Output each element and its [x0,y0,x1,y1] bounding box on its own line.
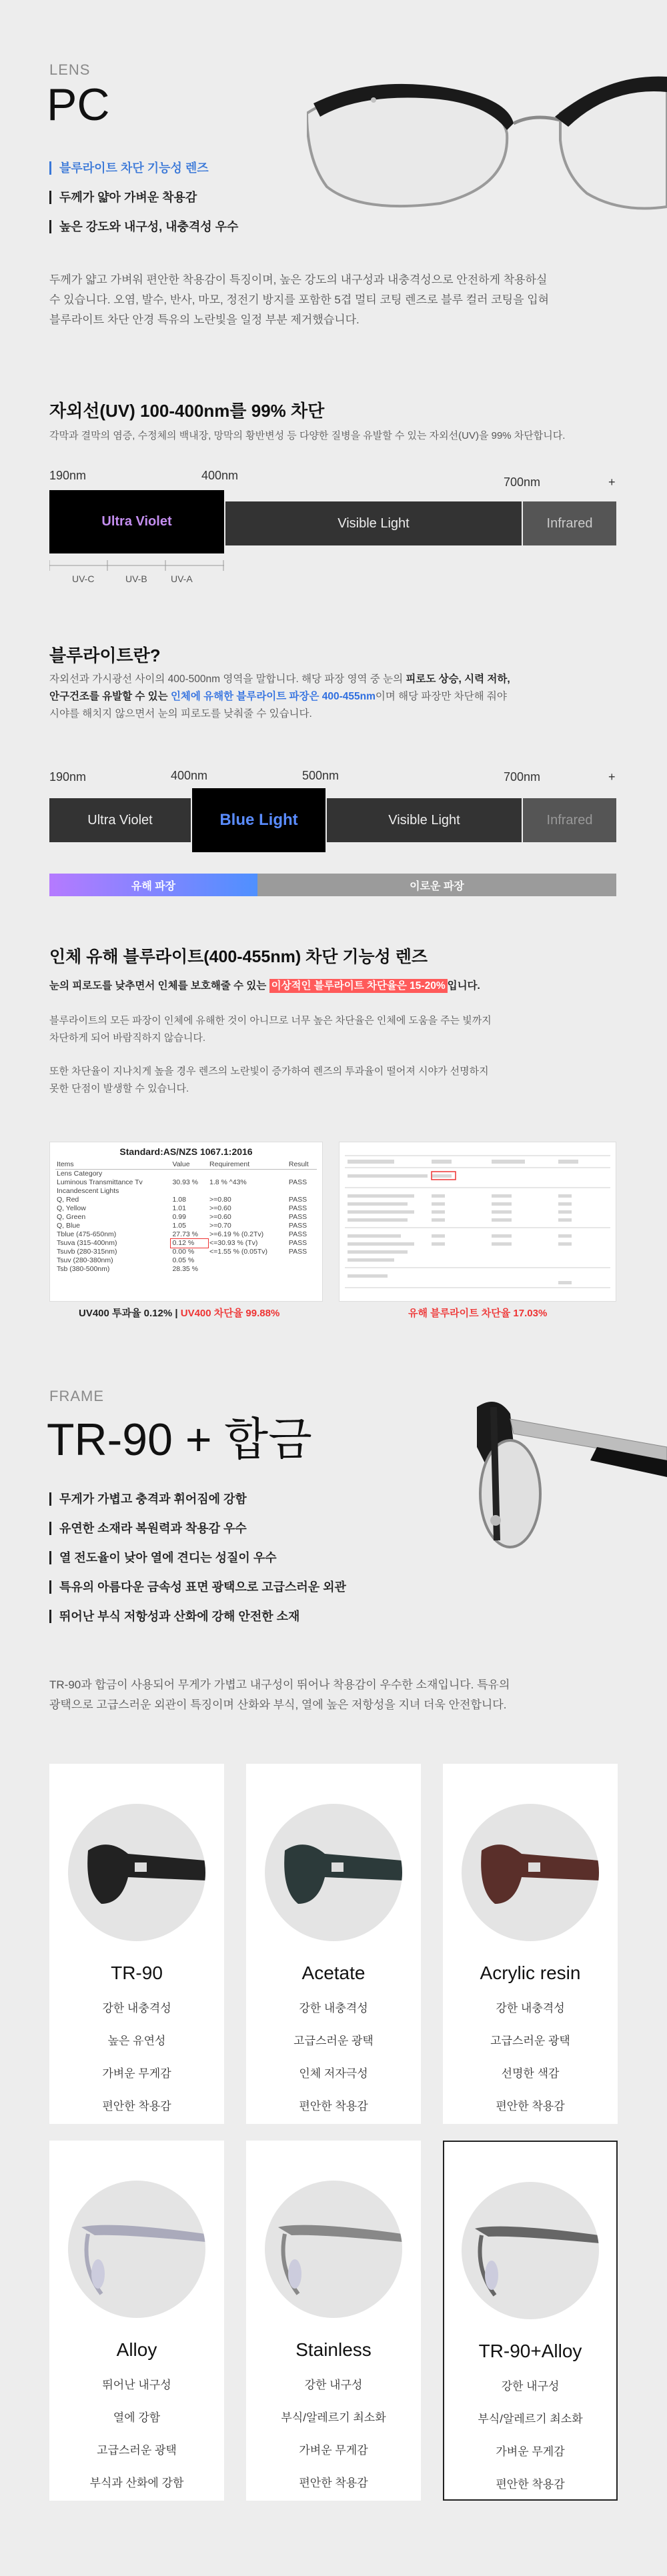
material-photo [462,2182,599,2319]
bl-beneficial-bar [257,874,616,896]
report-cell: 1.08 [172,1196,186,1204]
bluelight-desc-2a: 안구건조를 유발할 수 있는 [49,691,171,702]
bl-scale-700: 700nm [504,770,541,784]
uv-band-visible [225,501,522,545]
test-report-right-lines [345,1148,610,1294]
report-cell [208,1170,287,1179]
frame-desc-line-2: 광택으로 고급스러운 외관이 특징이며 산화와 부식, 열에 높은 저항성을 지녀 더욱 안전합니다. [49,1698,507,1711]
bl-band-infrared [523,798,616,842]
material-trait: 편안한 착용감 [299,2100,368,2113]
frame-title: TR-90 + 합금 [47,1414,312,1465]
frame-feature-2: 유연한 소재라 복원력과 착용감 우수 [49,1522,346,1535]
material-name: Acetate [301,1963,366,1983]
caption-left [79,1306,279,1320]
report-cell [287,1265,317,1274]
report-cell [208,1265,287,1274]
bluelight-desc-1b: 피로도 상승, 시력 저하, [406,674,510,685]
report-row [55,1222,317,1230]
material-photo [462,1804,599,1941]
report-cell: PASS [288,1178,307,1186]
bluelight-desc-line-3: 시야를 해치지 않으면서 눈의 피로도를 낮춰줄 수 있습니다. [49,708,312,720]
bl-beneficial-label: 이로운 파장 [410,880,464,892]
report-cell [171,1187,208,1196]
material-card-3[interactable] [49,2141,224,2501]
report-row [55,1170,317,1179]
function-sub-a: 눈의 피로도를 낮추면서 인체를 보호해줄 수 있는 [49,980,269,992]
report-cell: 27.73 % [172,1230,198,1238]
report-cell: Q, Green [57,1213,86,1221]
report-cell: 1.05 [172,1222,186,1230]
material-trait: 강한 내구성 [501,2380,560,2393]
bluelight-desc-2c: 이며 해당 파장만 차단해 줘야 [375,691,507,702]
report-row [55,1265,317,1274]
material-trait: 뛰어난 내구성 [102,2379,171,2391]
report-cell [208,1256,287,1265]
material-photo [265,2181,402,2318]
bluelight-desc-1a: 자외선과 가시광선 사이의 400-500nm 영역을 말합니다. 해당 파장 영역 중 눈의 [49,674,406,685]
report-cell: PASS [288,1230,307,1238]
uv-scale-400: 400nm [201,469,239,482]
report-header-cell: Value [171,1160,208,1170]
material-trait: 인체 저자극성 [299,2067,368,2080]
frame-desc-line-1: TR-90과 합금이 사용되어 무게가 가볍고 내구성이 뛰어나 착용감이 우수한 소재입니다. 특유의 [49,1678,510,1691]
function-sub-c: 입니다. [447,980,480,992]
report-header-cell: Result [287,1160,317,1170]
report-cell [171,1170,208,1179]
report-row [55,1204,317,1213]
report-cell: Incandescent Lights [57,1187,119,1195]
material-card-2[interactable] [443,1764,618,2124]
material-trait: 열에 강함 [113,2411,161,2424]
report-cell: PASS [288,1204,307,1212]
report-cell: Q, Red [57,1196,79,1204]
report-cell: >=6.19 % (0.2Tv) [209,1230,264,1238]
function-p2-line-2: 못한 단점이 발생할 수 있습니다. [49,1083,189,1094]
material-trait: 고급스러운 광택 [293,2035,374,2047]
report-cell: 0.99 [172,1213,186,1221]
report-header-cell: Items [55,1160,171,1170]
function-p1-line-1: 블루라이트의 모든 파장이 인체에 유해한 것이 아니므로 너무 높은 차단율은 인체에 도움을 주는 빛까지 [49,1015,492,1026]
material-trait: 편안한 착용감 [496,2478,565,2491]
glasses-front-image [307,40,667,213]
material-trait: 부식과 산화에 강함 [89,2477,184,2489]
uv-band-visible-label: Visible Light [338,515,410,531]
caption-left-a: UV400 투과율 0.12% | [79,1308,181,1319]
frame-feature-5: 뛰어난 부식 저항성과 산화에 강해 안전한 소재 [49,1610,346,1623]
report-row [55,1256,317,1265]
material-trait: 가벼운 무게감 [496,2445,565,2458]
report-cell [287,1170,317,1179]
material-trait: 편안한 착용감 [102,2100,171,2113]
report-row [55,1239,317,1248]
function-p2-line-1: 또한 차단율이 지나치게 높을 경우 렌즈의 노란빛이 증가하여 렌즈의 투과율이 떨어져 시야가 선명하지 [49,1066,489,1077]
material-name: Acrylic resin [480,1963,581,1983]
report-cell [208,1187,287,1196]
uv-desc: 각막과 결막의 염증, 수정체의 백내장, 망막의 황반변성 등 다양한 질병을 유발할 수 있는 자외선(UV)을 99% 차단합니다. [49,430,566,441]
bl-band-visible [327,798,522,842]
report-row [55,1213,317,1222]
report-cell: 1.8 % ^43% [209,1178,247,1186]
material-name: TR-90 [111,1963,163,1983]
lens-desc-line-1: 두께가 얇고 가벼워 편안한 착용감이 특징이며, 높은 강도의 내구성과 내충격성으로 안전하게 착용하실 [49,273,548,286]
material-photo [68,2181,205,2318]
test-report-table-left [49,1142,323,1302]
report-row [55,1187,317,1196]
glasses-side-image [377,1367,667,1574]
caption-right: 유해 블루라이트 차단율 17.03% [408,1308,548,1319]
material-trait: 부식/알레르기 최소화 [281,2411,386,2424]
bl-harmful-label: 유해 파장 [131,880,176,892]
report-cell: 0.00 % [172,1248,195,1256]
bl-scale-190: 190nm [49,770,87,784]
frame-feature-4: 특유의 아름다운 금속성 표면 광택으로 고급스러운 외관 [49,1580,346,1594]
lens-desc-line-2: 수 있습니다. 오염, 발수, 반사, 마모, 정전기 방지를 포함한 5겹 멀티 코팅 렌즈로 블루 컬러 코팅을 입혀 [49,293,550,306]
function-subheading [49,978,480,992]
material-name: TR-90+Alloy [478,2341,582,2361]
report-cell: 1.01 [172,1204,186,1212]
uv-subband-b: UV-B [125,573,147,584]
uv-subband-c: UV-C [72,573,95,584]
uv-band-infrared [523,501,616,545]
frame-feature-3: 열 전도율이 낮아 열에 견디는 성질이 우수 [49,1551,346,1564]
material-card-4[interactable] [246,2141,421,2501]
material-trait: 선명한 색감 [501,2067,560,2080]
test-report-title: Standard:AS/NZS 1067.1:2016 [119,1146,253,1157]
lens-section-label: LENS [49,61,91,78]
report-cell: >=0.70 [209,1222,231,1230]
uv-heading: 자외선(UV) 100-400nm를 99% 차단 [49,401,325,421]
bluelight-desc-line-1 [49,671,643,688]
uv-subband-a: UV-A [171,573,193,584]
bluelight-desc-line-2 [49,688,643,706]
report-row [55,1196,317,1204]
report-cell: Luminous Transmittance Tv [57,1178,143,1186]
report-cell [287,1256,317,1265]
lens-feature-2: 두께가 얇아 가벼운 착용감 [49,191,238,204]
report-cell: Q, Blue [57,1222,81,1230]
report-cell: 0.05 % [172,1256,195,1264]
report-cell: Tblue (475-650nm) [57,1230,117,1238]
bl-band-ultra-violet [49,798,191,842]
material-photo [265,1804,402,1941]
uv-band-ultra-violet [49,490,224,553]
report-cell: PASS [288,1239,307,1247]
report-cell: >=0.80 [209,1196,231,1204]
material-trait: 부식/알레르기 최소화 [478,2413,583,2425]
uv-band-infrared-label: Infrared [546,515,593,531]
report-cell: <=30.93 % (Tv) [209,1239,258,1247]
report-cell: 28.35 % [172,1265,198,1273]
material-trait: 편안한 착용감 [496,2100,565,2113]
caption-left-b: UV400 차단율 99.88% [180,1308,280,1319]
material-trait: 높은 유연성 [107,2035,166,2047]
bl-band-ultra-violet-label: Ultra Violet [87,812,153,828]
material-trait: 고급스러운 광택 [490,2035,570,2047]
material-trait: 고급스러운 광택 [97,2444,177,2457]
material-trait: 가벼운 무게감 [299,2444,368,2457]
report-header-cell: Requirement [208,1160,287,1170]
uv-scale-700: 700nm [504,475,541,489]
lens-desc-line-3: 블루라이트 차단 안경 특유의 노란빛을 일정 부분 제거했습니다. [49,313,360,326]
material-name: Stainless [295,2339,372,2360]
bl-scale-500: 500nm [302,769,340,782]
report-row [55,1248,317,1256]
report-cell: Tsuva (315-400nm) [57,1239,117,1247]
report-cell: Lens Category [57,1170,103,1178]
uv-scale-plus: + [608,475,616,489]
material-name: Alloy [116,2339,157,2360]
bluelight-heading: 블루라이트란? [49,646,161,666]
material-trait: 가벼운 무게감 [102,2067,171,2080]
report-cell: PASS [288,1222,307,1230]
uv-scale-190: 190nm [49,469,87,482]
test-report-grid [55,1160,317,1274]
function-heading: 인체 유해 블루라이트(400-455nm) 차단 기능성 렌즈 [49,948,428,966]
report-cell: PASS [288,1213,307,1221]
function-sub-highlight: 이상적인 블루라이트 차단율은 15-20% [269,979,448,993]
frame-feature-1: 무게가 가볍고 충격과 휘어짐에 강함 [49,1492,346,1506]
bl-scale-400: 400nm [171,769,208,782]
material-trait: 강한 내충격성 [496,2002,565,2015]
report-cell: Q, Yellow [57,1204,86,1212]
material-trait: 편안한 착용감 [299,2477,368,2489]
report-row [55,1178,317,1187]
function-p1-line-2: 차단하게 되어 바람직하지 않습니다. [49,1032,206,1044]
bl-band-blue-light-label: Blue Light [219,811,298,829]
report-cell: <=1.55 % (0.05Tv) [209,1248,267,1256]
report-cell: Tsuvb (280-315nm) [57,1248,117,1256]
material-trait: 강한 내충격성 [102,2002,171,2015]
material-card-0[interactable] [49,1764,224,2124]
report-cell: >=0.60 [209,1204,231,1212]
lens-title: PC [47,79,110,130]
report-cell: Tsuv (280-380nm) [57,1256,113,1264]
report-cell: >=0.60 [209,1213,231,1221]
material-card-1[interactable] [246,1764,421,2124]
lens-feature-1: 블루라이트 차단 기능성 렌즈 [49,161,238,175]
report-cell: 0.12 % [171,1239,208,1248]
material-trait: 강한 내구성 [304,2379,363,2391]
bl-band-infrared-label: Infrared [546,812,593,828]
bluelight-desc-2b: 인체에 유해한 블루라이트 파장은 400-455nm [170,691,376,702]
report-cell: PASS [288,1196,307,1204]
test-report-table-right [339,1142,616,1302]
bl-harmful-bar [49,874,257,896]
report-cell: Tsb (380-500nm) [57,1265,110,1273]
report-cell: PASS [288,1248,307,1256]
bl-scale-plus: + [608,770,616,784]
uv-band-ultra-violet-label: Ultra Violet [101,514,172,529]
material-photo [68,1804,205,1941]
material-trait: 강한 내충격성 [299,2002,368,2015]
bl-band-visible-label: Visible Light [388,812,460,828]
bl-band-blue-light [192,788,325,852]
lens-feature-3: 높은 강도와 내구성, 내충격성 우수 [49,220,238,233]
material-card-5[interactable] [443,2141,618,2501]
report-cell [287,1187,317,1196]
report-row [55,1230,317,1239]
frame-section-label: FRAME [49,1388,104,1404]
report-cell: 30.93 % [172,1178,198,1186]
